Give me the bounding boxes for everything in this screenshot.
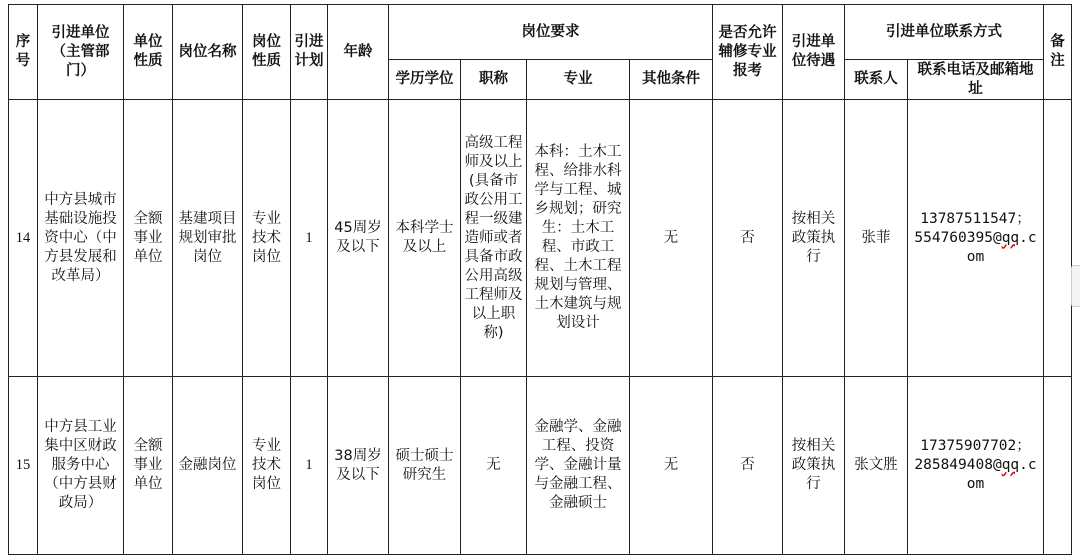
header-other: 其他条件 (630, 60, 713, 100)
cell-treatment: 按相关政策执行 (783, 100, 845, 377)
cell-post-nature: 专业技术岗位 (243, 377, 291, 555)
cell-major: 本科：土木工程、给排水科学与工程、城乡规划；研究生：土木工程、市政工程、土木工程规划与管理、土木建筑与规划设计 (527, 100, 630, 377)
header-unit-nature: 单位性质 (124, 5, 173, 100)
header-age: 年龄 (328, 5, 389, 100)
cell-post-name: 基建项目规划审批岗位 (173, 100, 243, 377)
cell-plan: 1 (291, 377, 328, 555)
header-plan: 引进计划 (291, 5, 328, 100)
header-contact-group: 引进单位联系方式 (845, 5, 1044, 60)
header-post-name: 岗位名称 (173, 5, 243, 100)
cell-post-name: 金融岗位 (173, 377, 243, 555)
cell-unit-nature: 全额事业单位 (124, 377, 173, 555)
phone-number: 13787511547； (920, 210, 1031, 227)
cell-edu: 本科学士及以上 (389, 100, 461, 377)
header-unit: 引进单位（主管部门） (38, 5, 124, 100)
cell-post-nature: 专业技术岗位 (243, 100, 291, 377)
header-edu: 学历学位 (389, 60, 461, 100)
cell-remark (1044, 100, 1072, 377)
cell-contact-person: 张菲 (845, 100, 908, 377)
cell-aux-major: 否 (713, 377, 783, 555)
header-aux-major: 是否允许辅修专业报考 (713, 5, 783, 100)
cell-other: 无 (630, 377, 713, 555)
recruitment-table (8, 4, 1072, 555)
cell-treatment: 按相关政策执行 (783, 377, 845, 555)
header-treatment: 引进单位待遇 (783, 5, 845, 100)
cell-contact-person: 张文胜 (845, 377, 908, 555)
header-seq: 序号 (9, 5, 38, 100)
cell-phone-email (908, 100, 1044, 377)
cell-plan: 1 (291, 100, 328, 377)
cell-unit: 中方县工业集中区财政服务中心（中方县财政局） (38, 377, 124, 555)
cell-aux-major: 否 (713, 100, 783, 377)
phone-number: 17375907702； (920, 438, 1031, 454)
cell-major: 金融学、金融工程、投资学、金融计量与金融工程、金融硕士 (527, 377, 630, 555)
email-address[interactable]: 554760395@qq.com (914, 229, 1037, 265)
header-requirements: 岗位要求 (389, 5, 713, 60)
header-post-nature: 岗位性质 (243, 5, 291, 100)
table-row (9, 377, 1072, 555)
header-phone-email: 联系电话及邮箱地址 (908, 60, 1044, 100)
header-title: 职称 (461, 60, 527, 100)
cell-edu: 硕士硕士研究生 (389, 377, 461, 555)
cell-unit-nature: 全额事业单位 (124, 100, 173, 377)
cell-age: 38周岁及以下 (328, 377, 389, 555)
cell-unit: 中方县城市基础设施投资中心（中方县发展和改革局） (38, 100, 124, 377)
scroll-handle[interactable] (1071, 265, 1080, 307)
cell-other: 无 (630, 100, 713, 377)
cell-remark (1044, 377, 1072, 555)
cell-title: 无 (461, 377, 527, 555)
cell-title: 高级工程师及以上(具备市政公用工程一级建造师或者具备市政公用高级工程师及以上职称) (461, 100, 527, 377)
header-major: 专业 (527, 60, 630, 100)
email-address[interactable]: 285849408@qq.com (914, 457, 1037, 492)
cell-seq: 14 (9, 100, 38, 377)
cell-seq: 15 (9, 377, 38, 555)
cell-phone-email (908, 377, 1044, 555)
header-remark: 备注 (1044, 5, 1072, 100)
cell-age: 45周岁及以下 (328, 100, 389, 377)
table-row (9, 100, 1072, 377)
header-contact-person: 联系人 (845, 60, 908, 100)
